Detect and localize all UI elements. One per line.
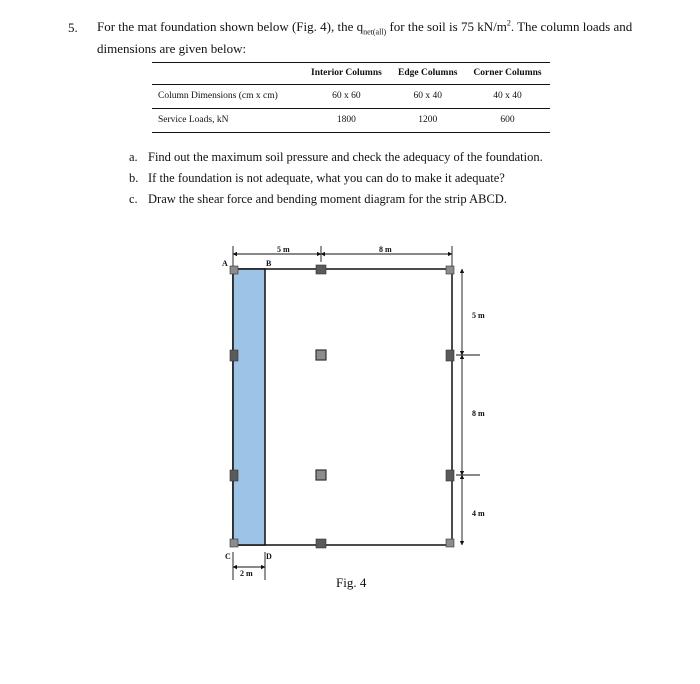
question-number: 5. <box>68 20 78 35</box>
corner-column <box>230 539 238 547</box>
header-corner: Corner Columns <box>473 68 542 78</box>
dim-bottom: 2 m <box>240 569 253 578</box>
dim-right-1: 5 m <box>472 311 485 320</box>
dim-right-3: 4 m <box>472 509 485 518</box>
corner-column <box>230 266 238 274</box>
point-c-label: C <box>225 552 231 561</box>
point-d-label: D <box>266 552 272 561</box>
table-cell: 60 x 60 <box>332 91 361 101</box>
corner-column <box>446 539 454 547</box>
table-cell: 60 x 40 <box>413 91 442 101</box>
edge-column <box>316 539 326 548</box>
edge-column <box>230 470 238 481</box>
strip-abcd <box>233 269 265 545</box>
header-interior: Interior Columns <box>311 68 382 78</box>
edge-column <box>446 470 454 481</box>
header-edge: Edge Columns <box>398 68 458 78</box>
question-stem: For the mat foundation shown below (Fig. 4), the $q_{net(all)}$ for the soil is 75 $kN/m^2$. The column loads and dimensions are given below: <box>97 18 633 56</box>
table-cell: 1800 <box>336 115 356 125</box>
dim-top-left: 5 m <box>277 245 290 254</box>
point-b-label: B <box>266 259 272 268</box>
corner-column <box>446 266 454 274</box>
row-label: Column Dimensions (cm x cm) <box>158 91 278 101</box>
part-b: b. If the foundation is not adequate, what you can do to make it adequate? <box>129 171 505 185</box>
edge-column <box>446 350 454 361</box>
mat-outline <box>233 269 452 545</box>
figure-caption: Fig. 4 <box>336 575 367 590</box>
interior-column <box>316 350 326 360</box>
table-cell: 600 <box>500 115 515 125</box>
edge-column <box>316 265 326 274</box>
dim-top-right: 8 m <box>379 245 392 254</box>
row-label: Service Loads, kN <box>158 115 229 125</box>
part-a: a. Find out the maximum soil pressure and check the adequacy of the foundation. <box>129 150 543 164</box>
table-cell: 1200 <box>418 115 438 125</box>
part-c: c. Draw the shear force and bending moment diagram for the strip ABCD. <box>129 192 507 206</box>
edge-column <box>230 350 238 361</box>
point-a-label: A <box>222 259 228 268</box>
table-cell: 40 x 40 <box>493 91 522 101</box>
interior-column <box>316 470 326 480</box>
dim-right-2: 8 m <box>472 409 485 418</box>
